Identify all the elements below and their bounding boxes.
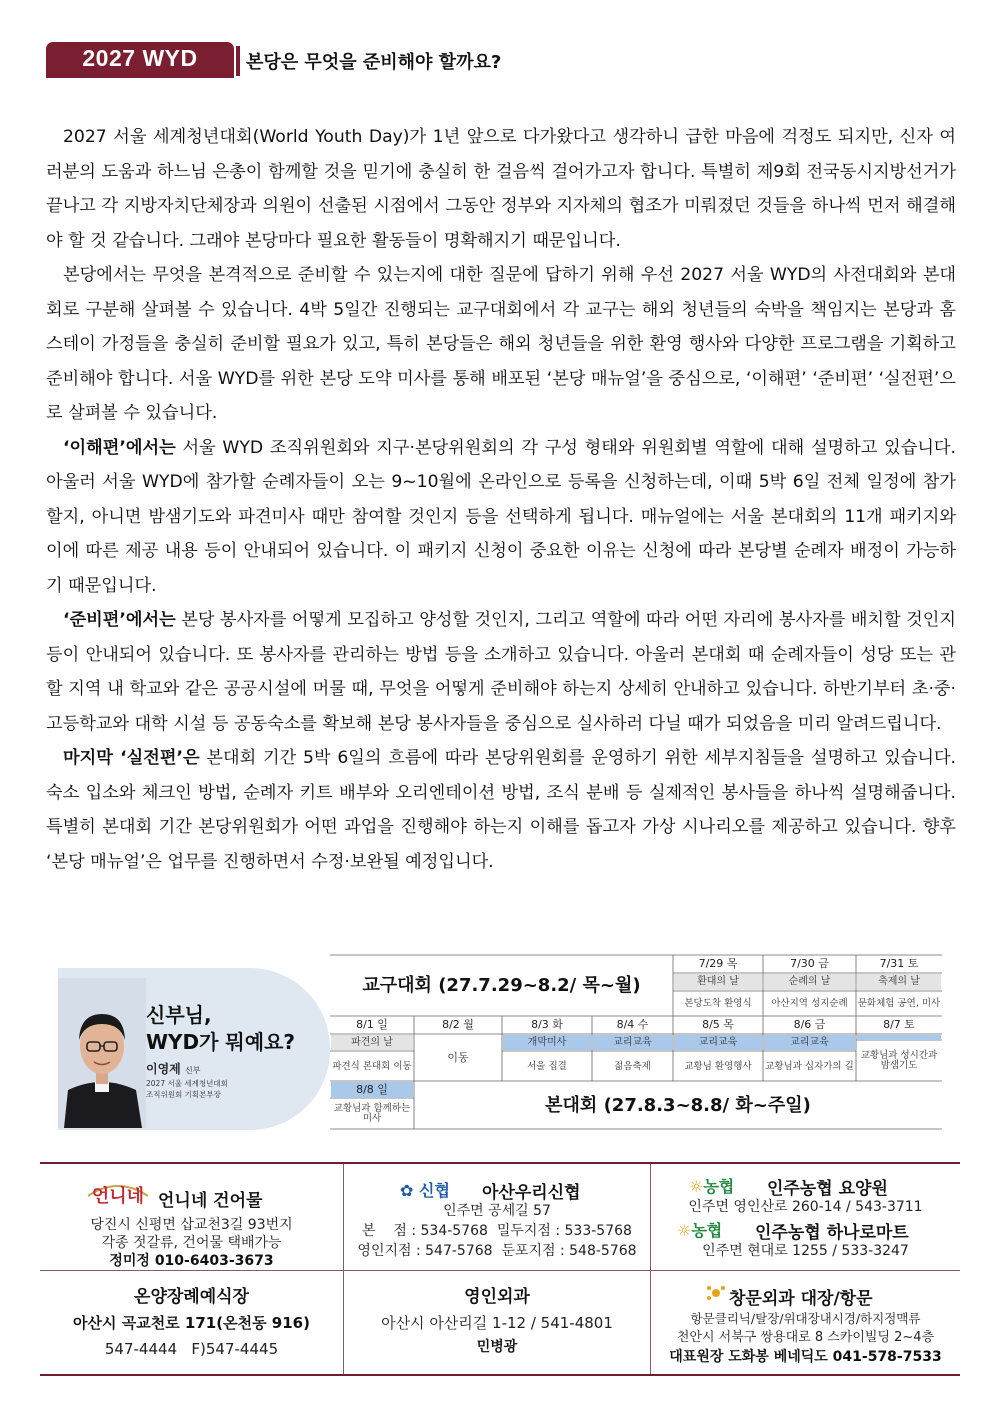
schedule-date: 7/31 토 bbox=[879, 956, 919, 970]
ad-address: 인주면 영인산로 260-14 / 543-3711 bbox=[688, 1199, 923, 1215]
schedule-date: 8/5 목 bbox=[702, 1017, 734, 1031]
schedule-day-name: 환대의 날 bbox=[674, 974, 762, 990]
nonghyup-icon: ☼ bbox=[689, 1177, 704, 1196]
nonghyup-logo-text: 농협 bbox=[703, 1177, 735, 1196]
schedule-activity: 문화체험 공연, 미사 bbox=[857, 998, 941, 1009]
ad-name: 영인외과 bbox=[464, 1287, 530, 1307]
paragraph-1: 2027 서울 세계청년대회(World Youth Day)가 1년 앞으로 다가왔다고 생각하니 급한 마음에 걱정도 되지만, 신자 여러분의 도움과 하느님 은총이 함께할 것을 믿기에 충실히 한 걸음씩 걸어가고자 합니다. 특별히 제9회 전국동시지방선거가 끝나고 각 지방자치단체장과 의원이 선출된 시점에서 그동안 정부와 지자체의 협조가 미뤄졌던 것들을 하나씩 먼저 해결해야 할 것 같습니다. 그래야 본당마다 필요한 활동들이 명확해지기 때문입니다. bbox=[46, 127, 956, 251]
schedule-activity: 서울 집결 bbox=[527, 1060, 567, 1072]
schedule-activity: 이동 bbox=[447, 1050, 469, 1064]
schedule-date: 8/3 화 bbox=[531, 1017, 563, 1031]
changmun-logo bbox=[705, 1282, 727, 1308]
changmun-logo-icon bbox=[705, 1282, 727, 1304]
paragraph-3-lead: ‘이해편’에서는 bbox=[63, 437, 176, 458]
unninae-logo bbox=[84, 1174, 152, 1214]
ad-changmun-surgery bbox=[651, 1276, 960, 1372]
paragraph-4 bbox=[46, 603, 956, 741]
profile-name bbox=[146, 1060, 200, 1077]
ad-divider bbox=[40, 1270, 960, 1271]
ad-address: 천안시 서북구 쌍용대로 8 스카이빌딩 2~4층 bbox=[676, 1330, 935, 1345]
ad-name: 창문외과 대장/항문 bbox=[729, 1289, 873, 1309]
schedule-activity: 본당도착 환영식 bbox=[684, 998, 752, 1009]
header-underline bbox=[46, 75, 234, 78]
paragraph-5-lead: 마지막 ‘실전편’은 bbox=[63, 748, 200, 768]
schedule-activity: 아산지역 성지순례 bbox=[771, 998, 848, 1009]
paragraph-5 bbox=[46, 741, 956, 879]
ad-name: 아산우리신협 bbox=[482, 1183, 581, 1203]
ad-address: 인주면 현대로 1255 / 533-3247 bbox=[702, 1243, 909, 1259]
shinhyup-logo-text: 신협 bbox=[418, 1181, 450, 1200]
schedule-day-name: 파견의 날 bbox=[331, 1035, 413, 1050]
priest-role: 신부 bbox=[184, 1066, 201, 1075]
ad-contact: 대표원장 도화봉 베네딕도 041-578-7533 bbox=[669, 1349, 942, 1365]
schedule-activity: 교황님과 성시간과 밤샘기도 bbox=[860, 1050, 938, 1071]
schedule-date: 8/1 일 bbox=[356, 1017, 388, 1031]
profile-title-line2: WYD가 뭐예요? bbox=[146, 1030, 295, 1054]
main-event-label: 본대회 (27.8.3~8.8/ 화~주일) bbox=[545, 1094, 811, 1116]
ad-name: 언니네 건어물 bbox=[158, 1191, 263, 1211]
schedule-activity: 교황님과 함께하는 미사 bbox=[333, 1103, 411, 1124]
nonghyup-logo bbox=[677, 1218, 722, 1241]
schedule-table bbox=[330, 954, 942, 1130]
header-bar bbox=[236, 46, 240, 76]
section-header bbox=[46, 42, 956, 76]
ad-branches: 영인지점 : 547-5768 둔포지점 : 548-5768 bbox=[357, 1243, 637, 1259]
schedule-day-name: 축제의 날 bbox=[857, 974, 941, 990]
ad-address: 아산시 아산리길 1-12 / 541-4801 bbox=[381, 1314, 613, 1332]
profile-desc-line1: 2027 서울 세계청년대회 bbox=[146, 1079, 228, 1088]
ad-nonghyup bbox=[651, 1168, 960, 1268]
schedule-activity: 젊음축제 bbox=[614, 1060, 651, 1072]
ad-shinhyup bbox=[344, 1168, 650, 1268]
schedule-date: 7/30 금 bbox=[790, 956, 829, 970]
priest-name: 이영제 bbox=[146, 1062, 181, 1076]
profile-desc-line2: 조직위원회 기획본부장 bbox=[146, 1090, 221, 1099]
profile-desc bbox=[146, 1078, 228, 1100]
paragraph-4-text: 본당 봉사자를 어떻게 모집하고 양성할 것인지, 그리고 역할에 따라 어떤 자리에 봉사자를 배치할 것인지 등이 안내되어 있습니다. 또 봉사자를 관리하는 방법 등을 소개하고 있습니다. 아울러 본대회 때 순례자들이 성당 또는 관할 지역 내 학교와 같은 공공시설에 머물 때, 무엇을 어떻게 준비해야 하는지 상세히 안내하고 있습니다. 하반기부터 초·중·고등학교와 대학 시설 등 공동숙소를 확보해 본당 봉사자들을 중심으로 실사하러 다닐 때가 되었음을 미리 알려드립니다. bbox=[46, 610, 956, 734]
schedule-date: 8/6 금 bbox=[793, 1017, 826, 1031]
ads-section bbox=[40, 1162, 960, 1376]
ad-name: 인주농협 요양원 bbox=[767, 1179, 888, 1199]
paragraph-3-text: 서울 WYD 조직위원회와 지구·본당위원회의 각 구성 형태와 위원회별 역할에 대해 설명하고 있습니다. 아울러 서울 WYD에 참가할 순례자들이 오는 9~10월에 온라인으로 등록을 신청하는데, 이때 5박 6일 전체 일정에 참가할지, 아니면 밤샘기도와 파견미사 때만 참여할 것인지 등을 선택하게 됩니다. 매뉴얼에는 서울 본대회의 11개 패키지와 이에 따른 제공 내용 등이 안내되어 있습니다. 이 패키지 신청이 중요한 이유는 신청에 따라 본당별 순례자 배정이 가능하기 때문입니다. bbox=[46, 437, 956, 596]
schedule-date: 8/2 월 bbox=[442, 1017, 474, 1031]
header-title: 본당은 무엇을 준비해야 할까요? bbox=[246, 52, 502, 73]
schedule-activity: 교황님과 십자가의 길 bbox=[765, 1060, 854, 1072]
ad-address: 인주면 공세길 57 bbox=[443, 1203, 551, 1219]
ad-youngin-surgery bbox=[344, 1276, 650, 1372]
ad-name: 온양장례예식장 bbox=[134, 1287, 249, 1307]
profile-title bbox=[146, 1002, 295, 1056]
profile-card bbox=[58, 968, 330, 1130]
schedule-date: 8/4 수 bbox=[616, 1017, 649, 1031]
ad-branches: 본 점 : 534-5768 밀두지점 : 533-5768 bbox=[362, 1223, 632, 1239]
unninae-logo-icon bbox=[84, 1174, 152, 1214]
paragraph-5-text: 본대회 기간 5박 6일의 흐름에 따라 본당위원회를 운영하기 위한 세부지침들을 설명하고 있습니다. 숙소 입소와 체크인 방법, 순례자 키트 배부와 오리엔테이션 방법, 조식 분배 등 실제적인 봉사들을 하나씩 설명해줍니다. 특별히 본대회 기간 본당위원회가 어떤 과업을 진행해야 하는지 이해를 돕고자 가상 시나리오를 제공하고 있습니다. 향후 ‘본당 매뉴얼’은 업무를 진행하면서 수정·보완될 예정입니다. bbox=[46, 748, 957, 872]
ad-name: 인주농협 하나로마트 bbox=[755, 1223, 909, 1243]
nonghyup-logo bbox=[689, 1174, 734, 1197]
ad-address: 아산시 곡교천로 171(온천동 916) bbox=[73, 1314, 310, 1332]
article-body bbox=[46, 120, 956, 879]
schedule-bar bbox=[857, 1035, 941, 1040]
header-tag: 2027 WYD bbox=[46, 42, 234, 75]
schedule-date: 8/8 일 bbox=[331, 1082, 413, 1098]
nonghyup-logo-text: 농협 bbox=[691, 1221, 723, 1240]
diocese-label: 교구대회 (27.7.29~8.2/ 목~월) bbox=[362, 975, 641, 997]
shinhyup-logo bbox=[400, 1178, 450, 1201]
profile-title-line1: 신부님, bbox=[146, 1003, 212, 1027]
ad-contact: 정미정 010-6403-3673 bbox=[109, 1253, 274, 1269]
schedule-date: 8/7 토 bbox=[883, 1017, 915, 1031]
ad-onyang-funeral bbox=[40, 1276, 343, 1372]
svg-text:언니네: 언니네 bbox=[91, 1186, 145, 1207]
ad-unninae bbox=[40, 1168, 343, 1268]
schedule-day-name: 교리교육 bbox=[674, 1035, 762, 1050]
schedule-day-name: 개막미사 bbox=[503, 1035, 591, 1050]
priest-photo bbox=[58, 978, 146, 1128]
ad-services: 항문클리닉/탈장/위대장내시경/하지정맥류 bbox=[690, 1311, 921, 1326]
schedule-date: 7/29 목 bbox=[698, 956, 738, 970]
paragraph-2: 본당에서는 무엇을 본격적으로 준비할 수 있는지에 대한 질문에 답하기 위해 우선 2027 서울 WYD의 사전대회와 본대회로 구분해 살펴볼 수 있습니다. 4박 5일간 진행되는 교구대회에서 각 교구는 해외 청년들의 숙박을 책임지는 본당과 홈스테이 가정들을 충실히 준비할 필요가 있고, 특히 본당들은 해외 청년들을 위한 환영 행사와 다양한 프로그램을 기획하고 준비해야 합니다. 서울 WYD를 위한 본당 도약 미사를 통해 배포된 ‘본당 매뉴얼’을 중심으로, ‘이해편’ ‘준비편’ ‘실전편’으로 살펴볼 수 있습니다. bbox=[46, 265, 956, 423]
schedule-activity: 파견식 본대회 이동 bbox=[332, 1060, 412, 1072]
schedule-day-name: 순례의 날 bbox=[764, 974, 855, 990]
ad-address: 당진시 신평면 삽교천3길 93번지 bbox=[90, 1217, 293, 1233]
nonghyup-icon: ☼ bbox=[677, 1221, 692, 1240]
schedule-day-name: 교리교육 bbox=[764, 1035, 855, 1050]
ad-contact: 민병광 bbox=[476, 1339, 518, 1355]
ad-contact: 547-4444 F)547-4445 bbox=[104, 1340, 279, 1358]
paragraph-4-lead: ‘준비편’에서는 bbox=[63, 610, 176, 630]
schedule-day-name: 교리교육 bbox=[593, 1035, 672, 1050]
ad-desc: 각종 젓갈류, 건어물 택배가능 bbox=[101, 1235, 282, 1251]
shinhyup-icon: ✿ bbox=[400, 1181, 414, 1200]
paragraph-3 bbox=[46, 431, 956, 604]
schedule-activity: 교황님 환영행사 bbox=[684, 1060, 752, 1072]
